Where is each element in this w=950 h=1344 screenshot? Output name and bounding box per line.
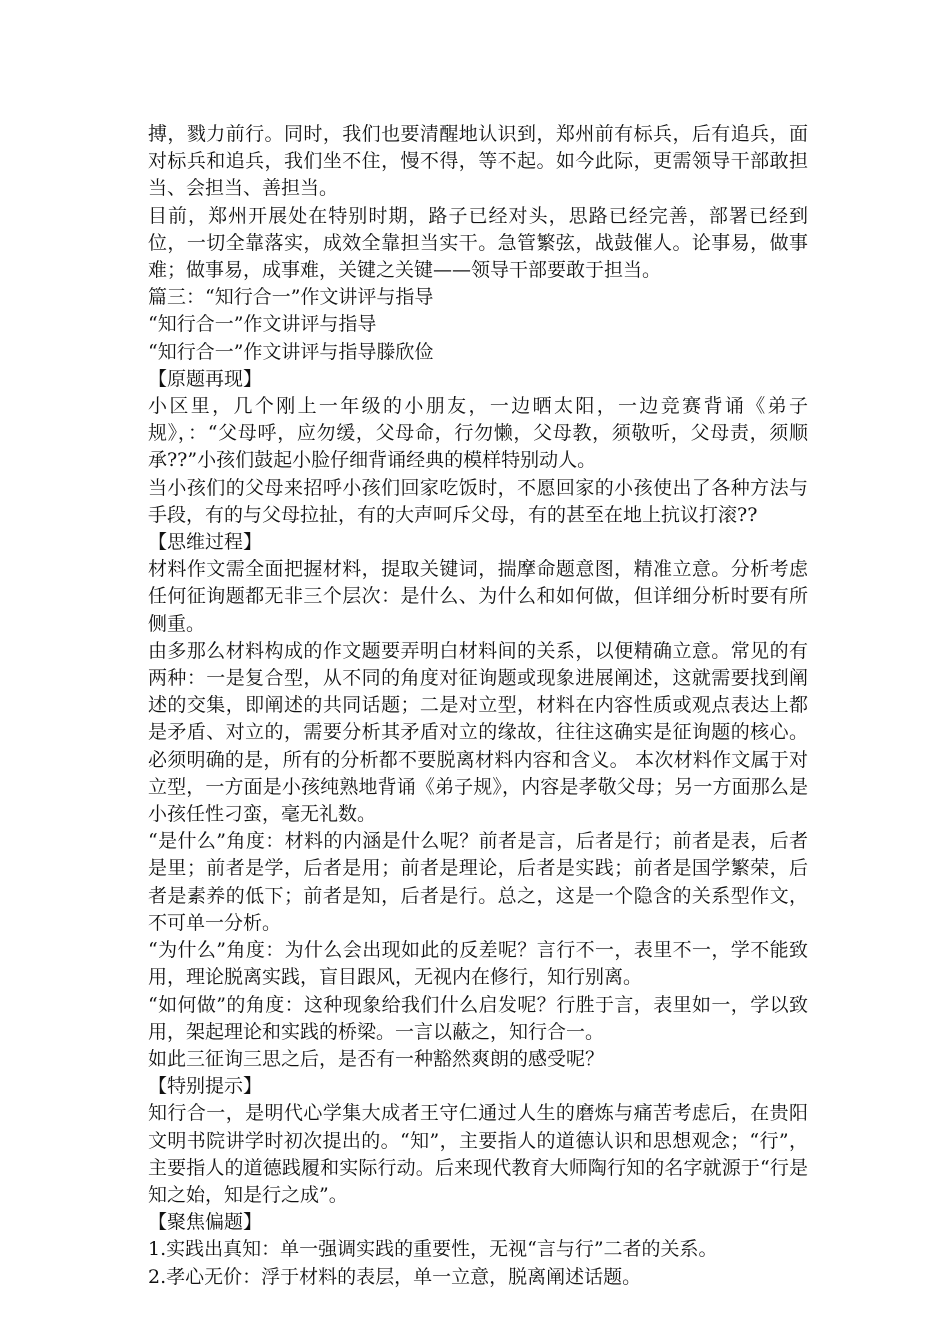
section-title: 篇三：“知行合一”作文讲评与指导 [148,286,434,309]
paragraph: “是什么”角度：材料的内涵是什么呢？前者是言，后者是行；前者是表，后者是里；前者是学，后者是用；前者是理论，后者是实践；前者是国学繁荣，后者是素养的低下；前者是知，后者是行。总之，这是一个隐含的关系型作文，不可单一分析。 [148,830,808,934]
paragraph: 目前，郑州开展处在特别时期，路子已经对头，思路已经完善，部署已经到位，一切全靠落实，成效全靠担当实干。急管繁弦，战鼓催人。论事易，做事难；做事易，成事难，关键之关键——领导干部要敢于担当。 [148,204,808,282]
paragraph: “为什么”角度：为什么会出现如此的反差呢？言行不一，表里不一，学不能致用，理论脱离实践，盲目跟风，无视内在修行，知行别离。 [148,939,808,989]
paragraph: 如此三征询三思之后，是否有一种豁然爽朗的感受呢？ [148,1047,605,1070]
document-title: “知行合一”作文讲评与指导 [148,313,377,336]
list-item: 2.孝心无价：浮于材料的表层，单一立意，脱离阐述话题。 [148,1265,642,1288]
paragraph: 当小孩们的父母来招呼小孩们回家吃饭时，不愿回家的小孩使出了各种方法与手段，有的与父母拉扯，有的大声呵斥父母，有的甚至在地上抗议打滚?? [148,476,808,526]
list-item: 1.实践出真知：单一强调实践的重要性，无视“言与行”二者的关系。 [148,1238,718,1261]
paragraph: 材料作文需全面把握材料，提取关键词，揣摩命题意图，精准立意。分析考虑任何征询题都无非三个层次：是什么、为什么和如何做，但详细分析时要有所侧重。 [148,558,808,635]
section-heading: 【特别提示】 [148,1075,263,1098]
paragraph: 知行合一，是明代心学集大成者王守仁通过人生的磨炼与痛苦考虑后，在贵阳文明书院讲学时初次提出的。“知”，主要指人的道德认识和思想观念；“行”，主要指人的道德践履和实际行动。后来现代教育大师陶行知的名字就源于“行是知之始，知是行之成”。 [148,1102,808,1206]
paragraph: “如何做”的角度：这种现象给我们什么启发呢？行胜于言，表里如一，学以致用，架起理论和实践的桥梁。一言以蔽之，知行合一。 [148,993,808,1043]
section-heading: 【聚焦偏题】 [148,1211,263,1234]
paragraph: 搏，戮力前行。同时，我们也要清醒地认识到，郑州前有标兵，后有追兵，面对标兵和追兵，我们坐不住，慢不得，等不起。如今此际，更需领导干部敢担当、会担当、善担当。 [148,123,808,200]
document-body [148,121,808,1291]
section-heading: 【原题再现】 [148,367,263,390]
document-title-author: “知行合一”作文讲评与指导滕欣俭 [148,340,434,363]
paragraph: 小区里，几个刚上一年级的小朋友，一边晒太阳，一边竞赛背诵《弟子规》，：“父母呼，应勿缓，父母命，行勿懒，父母教，须敬听，父母责，须顺承??”小孩们鼓起小脸仔细背诵经典的模样特别动人。 [148,395,808,472]
paragraph: 由多那么材料构成的作文题要弄明白材料间的关系，以便精确立意。常见的有两种：一是复合型，从不同的角度对征询题或现象进展阐述，这就需要找到阐述的交集，即阐述的共同话题；二是对立型，材料在内容性质或观点表达上都是矛盾、对立的，需要分析其矛盾对立的缘故，往往这确实是征询题的核心。必须明确的是，所有的分析都不要脱离材料内容和含义。 本次材料作文属于对立型，一方面是小孩纯熟地背诵《弟子规》，内容是孝敬父母；另一方面那么是小孩任性刁蛮，毫无礼数。 [148,639,808,826]
section-heading: 【思维过程】 [148,531,263,554]
